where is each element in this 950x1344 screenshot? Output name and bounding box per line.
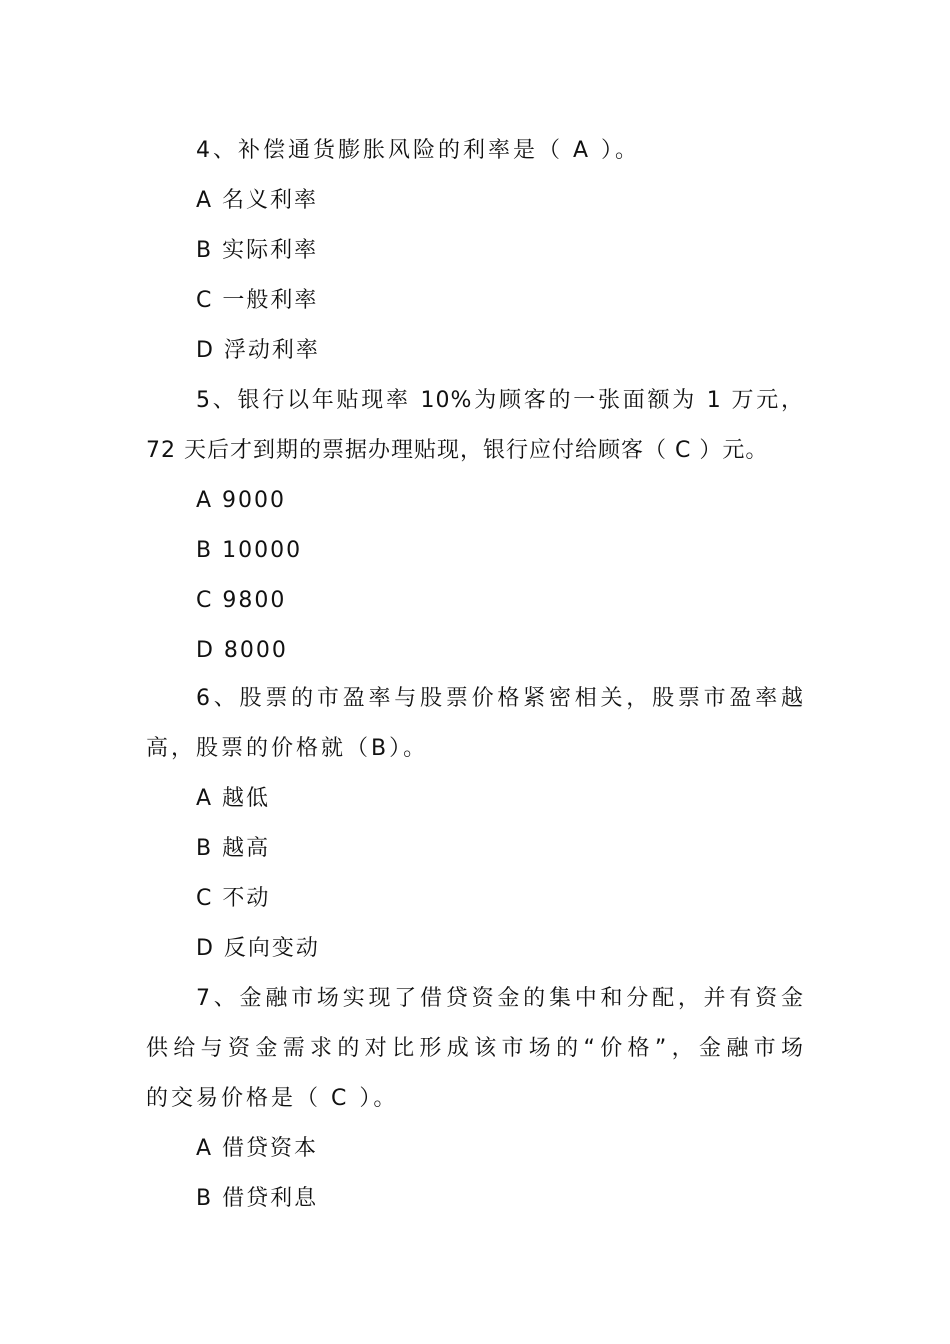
- question-6-stem-line-2: 高，股票的价格就（B）。: [146, 736, 429, 761]
- question-5-option-b: B 10000: [196, 538, 303, 563]
- question-4-stem: 4、补偿通货膨胀风险的利率是（ A ）。: [196, 138, 641, 163]
- question-4-option-d: D 浮动利率: [196, 338, 320, 363]
- question-5-option-c: C 9800: [196, 588, 287, 613]
- question-4-option-c: C 一般利率: [196, 288, 319, 313]
- question-5-option-a: A 9000: [196, 488, 287, 513]
- question-6-option-a: A 越低: [196, 786, 271, 811]
- question-7-stem-line-3: 的交易价格是（ C ）。: [146, 1086, 399, 1111]
- question-7-stem-line-2: 供给与资金需求的对比形成该市场的“价格”，金融市场: [146, 1036, 804, 1061]
- question-7-option-b: B 借贷利息: [196, 1186, 319, 1211]
- question-6-option-d: D 反向变动: [196, 936, 320, 961]
- question-4-option-b: B 实际利率: [196, 238, 319, 263]
- question-7-stem-line-1: 7、金融市场实现了借贷资金的集中和分配，并有资金: [196, 986, 804, 1011]
- question-6-option-c: C 不动: [196, 886, 271, 911]
- question-5-option-d: D 8000: [196, 638, 288, 663]
- question-6-option-b: B 越高: [196, 836, 271, 861]
- question-4-option-a: A 名义利率: [196, 188, 319, 213]
- question-7-option-a: A 借贷资本: [196, 1136, 319, 1161]
- question-5-stem-line-1: 5、银行以年贴现率 10%为顾客的一张面额为 1 万元，: [196, 388, 804, 413]
- question-5-stem-line-2: 72 天后才到期的票据办理贴现，银行应付给顾客（ C ）元。: [146, 438, 769, 463]
- question-6-stem-line-1: 6、股票的市盈率与股票价格紧密相关，股票市盈率越: [196, 686, 804, 711]
